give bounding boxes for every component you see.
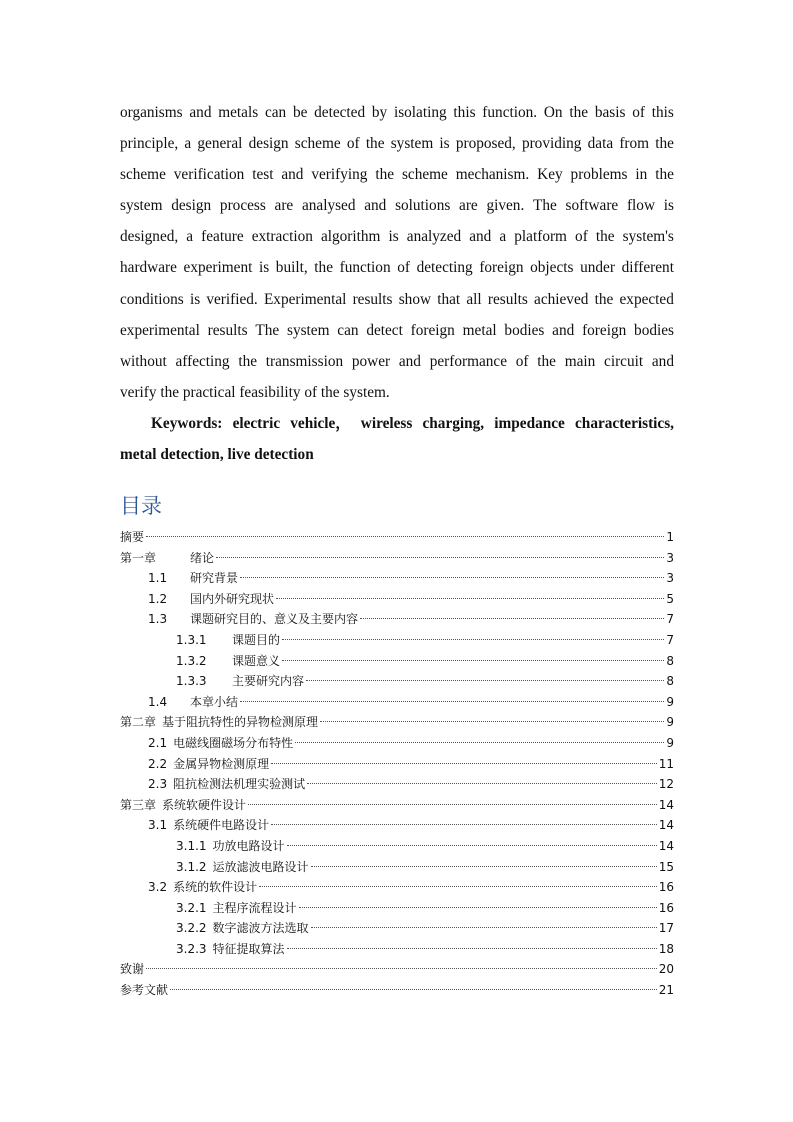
keyword-word: electric [232, 414, 281, 432]
toc-entry[interactable] [120, 939, 674, 960]
toc-entry[interactable] [120, 733, 674, 754]
toc-dot-leader [240, 701, 664, 702]
abstract-word: main [564, 352, 596, 370]
abstract-word: is [388, 228, 399, 246]
abstract-line [120, 252, 674, 283]
toc-entry-title: 致谢 [120, 962, 145, 977]
toc-dot-leader [320, 721, 664, 722]
keyword-word: vehicle， [290, 414, 351, 432]
toc-entry-page: 7 [666, 612, 674, 627]
toc-entry-page: 14 [658, 797, 674, 812]
toc-dot-leader [287, 845, 657, 846]
abstract-word: different [621, 259, 674, 277]
abstract-word: expected [619, 290, 674, 308]
keywords-text: metal detection, live detection [120, 446, 314, 464]
abstract-word: foreign [582, 321, 627, 339]
toc-entry[interactable] [120, 527, 674, 548]
abstract-line [120, 159, 674, 190]
toc-entry-title: 绪论 [190, 550, 215, 565]
toc-entry-page: 12 [658, 777, 674, 792]
abstract-word: organisms [120, 104, 183, 121]
abstract-word: is [258, 259, 270, 277]
abstract-word: mechanism. [455, 166, 530, 184]
abstract-word: verified. [206, 290, 258, 308]
toc-dot-leader [307, 783, 657, 784]
abstract-word: a [186, 228, 194, 246]
toc-entry-page: 9 [666, 694, 674, 709]
abstract-word: and [469, 228, 492, 246]
toc-entry[interactable] [120, 898, 674, 919]
toc-entry-page: 14 [658, 838, 674, 853]
abstract-word: and [398, 352, 421, 370]
toc-entry-number: 3.1.1 [176, 838, 207, 853]
abstract-word: bodies [504, 321, 545, 339]
toc-entry-number: 第三章 [120, 797, 157, 812]
toc-dot-leader [360, 618, 664, 619]
abstract-word: verification [173, 166, 245, 184]
abstract-line [120, 221, 674, 252]
abstract-word: hardware [120, 259, 177, 277]
toc-entry-page: 21 [658, 983, 674, 998]
abstract-word: is [439, 135, 450, 153]
toc-entry-number: 1.2 [148, 591, 168, 606]
abstract-word: can [337, 321, 359, 339]
toc-entry[interactable] [120, 589, 674, 610]
toc-dot-leader [271, 763, 657, 764]
toc-entry[interactable] [120, 692, 674, 713]
toc-entry-title: 主要研究内容 [232, 674, 305, 689]
toc-entry-title: 电磁线圈磁场分布特性 [173, 735, 294, 750]
abstract-word: built, [275, 259, 308, 277]
abstract-line [120, 284, 674, 315]
keyword-word: Keywords: [151, 414, 223, 432]
abstract-word: conditions [120, 290, 184, 308]
toc-entry-page: 1 [666, 530, 674, 544]
abstract-word: flow [626, 197, 655, 215]
abstract-word: transmission [265, 352, 344, 370]
abstract-word: design [248, 135, 289, 153]
keyword-word: charging, [422, 414, 485, 432]
abstract-word: scheme [294, 135, 341, 153]
toc-entry-number: 3.1 [148, 818, 168, 833]
abstract-word: that [437, 290, 461, 308]
abstract-word: are [459, 197, 478, 215]
toc-entry-page: 16 [658, 900, 674, 915]
abstract-word: The [533, 197, 557, 215]
toc-entry[interactable] [120, 774, 674, 795]
toc-entry-number: 3.2.1 [176, 900, 207, 915]
abstract-word: can [264, 104, 287, 121]
toc-entry-title: 阻抗检测法机理实验测试 [173, 777, 306, 792]
toc-entry[interactable] [120, 609, 674, 630]
abstract-word: be [292, 104, 308, 121]
toc-entry-title: 数字滤波方法选取 [212, 921, 309, 936]
abstract-word: all [466, 290, 482, 308]
toc-entry-number: 3.2 [148, 880, 168, 895]
toc-entry-number: 1.4 [148, 694, 168, 709]
abstract-word: the [655, 135, 674, 153]
abstract-word: is [663, 197, 674, 215]
toc-entry-page: 3 [666, 571, 674, 586]
toc-entry-number: 2.2 [148, 756, 168, 771]
abstract-word: from [619, 135, 650, 153]
toc-entry-page: 3 [666, 550, 674, 565]
toc-dot-leader [170, 989, 657, 990]
toc-entry[interactable] [120, 877, 674, 898]
abstract-word: data [587, 135, 614, 153]
abstract-word: test [252, 166, 274, 184]
abstract-last-line [120, 377, 674, 408]
abstract-word: circuit [604, 352, 644, 370]
keyword-word: characteristics, [575, 414, 674, 432]
toc-entry-number: 1.3.3 [176, 674, 207, 689]
toc-dot-leader [295, 742, 664, 743]
abstract-word: and [651, 352, 674, 370]
toc-entry-title: 课题意义 [232, 653, 281, 668]
toc-entry-page: 17 [658, 921, 674, 936]
abstract-word: algorithm [320, 228, 381, 246]
abstract-word: detecting [416, 259, 473, 277]
toc-dot-leader [248, 804, 657, 805]
abstract-word: On [543, 104, 563, 121]
toc-entry-title: 摘要 [120, 530, 145, 544]
toc-entry-title: 研究背景 [190, 571, 239, 586]
abstract-word: experimental [120, 321, 200, 339]
toc-entry-title: 课题研究目的、意义及主要内容 [190, 612, 359, 627]
abstract-word: Key [537, 166, 563, 184]
abstract-word: a [184, 135, 192, 153]
abstract-word: without [120, 352, 167, 370]
toc-dot-leader [287, 948, 657, 949]
abstract-word: of [346, 135, 360, 153]
abstract-word: scheme [120, 166, 166, 184]
toc-entry-number: 3.2.3 [176, 941, 207, 956]
abstract-word: results [352, 290, 393, 308]
toc-entry[interactable] [120, 630, 674, 651]
toc-dot-leader [306, 680, 664, 681]
abstract-word: design [171, 197, 212, 215]
abstract-word: extraction [251, 228, 313, 246]
toc-entry-title: 系统的软件设计 [173, 880, 258, 895]
abstract-line [120, 190, 674, 221]
abstract-word: system [287, 321, 330, 339]
toc-entry-title: 主程序流程设计 [212, 900, 297, 915]
toc-dot-leader [259, 886, 657, 887]
abstract-line [120, 97, 674, 128]
toc-entry-page: 8 [666, 653, 674, 668]
abstract-word: is [189, 290, 201, 308]
abstract-word: analysed [301, 197, 356, 215]
abstract-word: system [120, 197, 163, 215]
toc-entry[interactable] [120, 754, 674, 775]
toc-entry-number: 3.1.2 [176, 859, 207, 874]
abstract-word: function [339, 259, 391, 277]
abstract-word: The [255, 321, 280, 339]
toc-entry-number: 1.1 [148, 571, 168, 586]
toc-entry[interactable] [120, 836, 674, 857]
abstract-line [120, 128, 674, 159]
toc-dot-leader [146, 536, 664, 537]
abstract-word: of [575, 228, 588, 246]
toc-entry-number: 第二章 [120, 715, 157, 730]
abstract-word: software [565, 197, 619, 215]
abstract-word: of [397, 259, 410, 277]
toc-entry-number: 3.2.2 [176, 921, 207, 936]
toc-entry-number: 2.1 [148, 735, 168, 750]
toc-entry-number: 1.3 [148, 612, 168, 627]
abstract-word: the [569, 104, 589, 121]
abstract-word: platform [514, 228, 567, 246]
toc-entry-page: 16 [658, 880, 674, 895]
abstract-line [120, 346, 674, 377]
abstract-word: results [487, 290, 528, 308]
toc-entry[interactable] [120, 815, 674, 836]
toc-entry[interactable] [120, 857, 674, 878]
abstract-word: and [552, 321, 575, 339]
toc-entry-title: 运放滤波电路设计 [212, 859, 309, 874]
toc-entry-title: 系统软硬件设计 [162, 797, 247, 812]
abstract-word: results [207, 321, 248, 339]
abstract-word: solutions [395, 197, 451, 215]
abstract-word: the [375, 166, 395, 184]
abstract-word: and [364, 197, 387, 215]
toc-entry-number: 1.3.2 [176, 653, 207, 668]
toc-dot-leader [276, 598, 664, 599]
abstract-word: system's [622, 228, 674, 246]
toc-entry-number: 第一章 [120, 550, 157, 565]
abstract-word: the [537, 352, 556, 370]
abstract-word: the [595, 228, 615, 246]
abstract-word: principle, [120, 135, 179, 153]
abstract-word: detect [366, 321, 403, 339]
abstract-word: metals [218, 104, 259, 121]
keyword-word: impedance [494, 414, 565, 432]
toc-entry-page: 9 [666, 735, 674, 750]
toc-dot-leader [216, 557, 664, 558]
toc-dot-leader [271, 824, 657, 825]
abstract-word: experiment [183, 259, 253, 277]
toc-entry-title: 特征提取算法 [212, 941, 285, 956]
toc-entry[interactable] [120, 712, 674, 733]
toc-entry[interactable] [120, 671, 674, 692]
keywords-line [120, 408, 674, 439]
toc-dot-leader [311, 927, 657, 928]
abstract-paragraph [120, 97, 674, 377]
keyword-word: wireless [360, 414, 413, 432]
toc-entry-title: 金属异物检测原理 [173, 756, 270, 771]
abstract-word: are [274, 197, 294, 215]
abstract-word: problems [570, 166, 628, 184]
toc-dot-leader [299, 907, 657, 908]
abstract-word: process [219, 197, 266, 215]
abstract-word: in [635, 166, 648, 184]
toc-entry-title: 参考文献 [120, 983, 169, 998]
abstract-word: system [390, 135, 434, 153]
abstract-word: designed, [120, 228, 179, 246]
abstract-word: performance [429, 352, 507, 370]
abstract-word: under [580, 259, 615, 277]
abstract-word: power [351, 352, 391, 370]
abstract-word: and [189, 104, 212, 121]
toc-entry[interactable] [120, 795, 674, 816]
toc-title: 目录 [120, 494, 162, 518]
abstract-word: this [453, 104, 476, 121]
toc-entry-page: 9 [666, 715, 674, 730]
keywords-line-2 [120, 439, 674, 470]
abstract-word: objects [530, 259, 574, 277]
toc-entry-title: 课题目的 [232, 632, 281, 647]
toc-entry-page: 5 [666, 591, 674, 606]
abstract-word: a [499, 228, 507, 246]
toc-entry[interactable] [120, 959, 674, 980]
abstract-word: verifying [311, 166, 368, 184]
toc-entry-title: 功放电路设计 [212, 838, 285, 853]
abstract-word: affecting [175, 352, 230, 370]
toc-entry-title: 国内外研究现状 [190, 591, 275, 606]
toc-dot-leader [311, 866, 657, 867]
abstract-word: foreign [479, 259, 524, 277]
abstract-body [120, 97, 674, 470]
toc-entry-page: 14 [658, 818, 674, 833]
abstract-word: analyzed [406, 228, 462, 246]
toc-entry[interactable] [120, 548, 674, 569]
abstract-word: function. [482, 104, 538, 121]
toc-dot-leader [282, 639, 664, 640]
abstract-word: of [515, 352, 529, 370]
abstract-word: and [281, 166, 304, 184]
abstract-word: isolating [393, 104, 447, 121]
abstract-word: providing [521, 135, 582, 153]
toc-entry-number: 1.3.1 [176, 632, 207, 647]
abstract-word: bodies [634, 321, 674, 339]
toc-entry[interactable] [120, 568, 674, 589]
abstract-word: the [238, 352, 258, 370]
abstract-word: given. [486, 197, 525, 215]
abstract-word: of [632, 104, 645, 121]
abstract-word: by [371, 104, 388, 121]
abstract-word: this [651, 104, 674, 121]
abstract-word: Experimental [263, 290, 347, 308]
toc-entry-page: 7 [666, 632, 674, 647]
toc-entry-number: 2.3 [148, 777, 168, 792]
abstract-word: detected [314, 104, 366, 121]
toc-entry[interactable] [120, 918, 674, 939]
toc-dot-leader [240, 577, 664, 578]
table-of-contents [120, 527, 674, 1001]
abstract-word: proposed, [455, 135, 516, 153]
toc-entry-page: 15 [658, 859, 674, 874]
toc-entry-title: 基于阻抗特性的异物检测原理 [162, 715, 319, 730]
abstract-word: the [594, 290, 614, 308]
toc-dot-leader [146, 968, 657, 969]
abstract-word: foreign [410, 321, 455, 339]
toc-entry-page: 18 [658, 941, 674, 956]
toc-entry-title: 本章小结 [190, 694, 239, 709]
toc-entry-page: 8 [666, 674, 674, 689]
abstract-word: the [365, 135, 385, 153]
abstract-word: show [398, 290, 432, 308]
toc-entry-page: 11 [658, 756, 674, 771]
toc-entry-page: 20 [658, 962, 674, 977]
abstract-word: basis [594, 104, 626, 121]
abstract-word: the [655, 166, 674, 184]
toc-entry[interactable] [120, 980, 674, 1001]
abstract-word: the [314, 259, 333, 277]
toc-entry-title: 系统硬件电路设计 [173, 818, 270, 833]
abstract-word: general [197, 135, 243, 153]
abstract-word: achieved [534, 290, 589, 308]
abstract-line [120, 315, 674, 346]
abstract-last-line-text: verify the practical feasibility of the system. [120, 383, 390, 401]
abstract-word: feature [201, 228, 244, 246]
toc-entry[interactable] [120, 651, 674, 672]
toc-dot-leader [282, 660, 664, 661]
abstract-word: metal [462, 321, 497, 339]
abstract-word: scheme [401, 166, 448, 184]
